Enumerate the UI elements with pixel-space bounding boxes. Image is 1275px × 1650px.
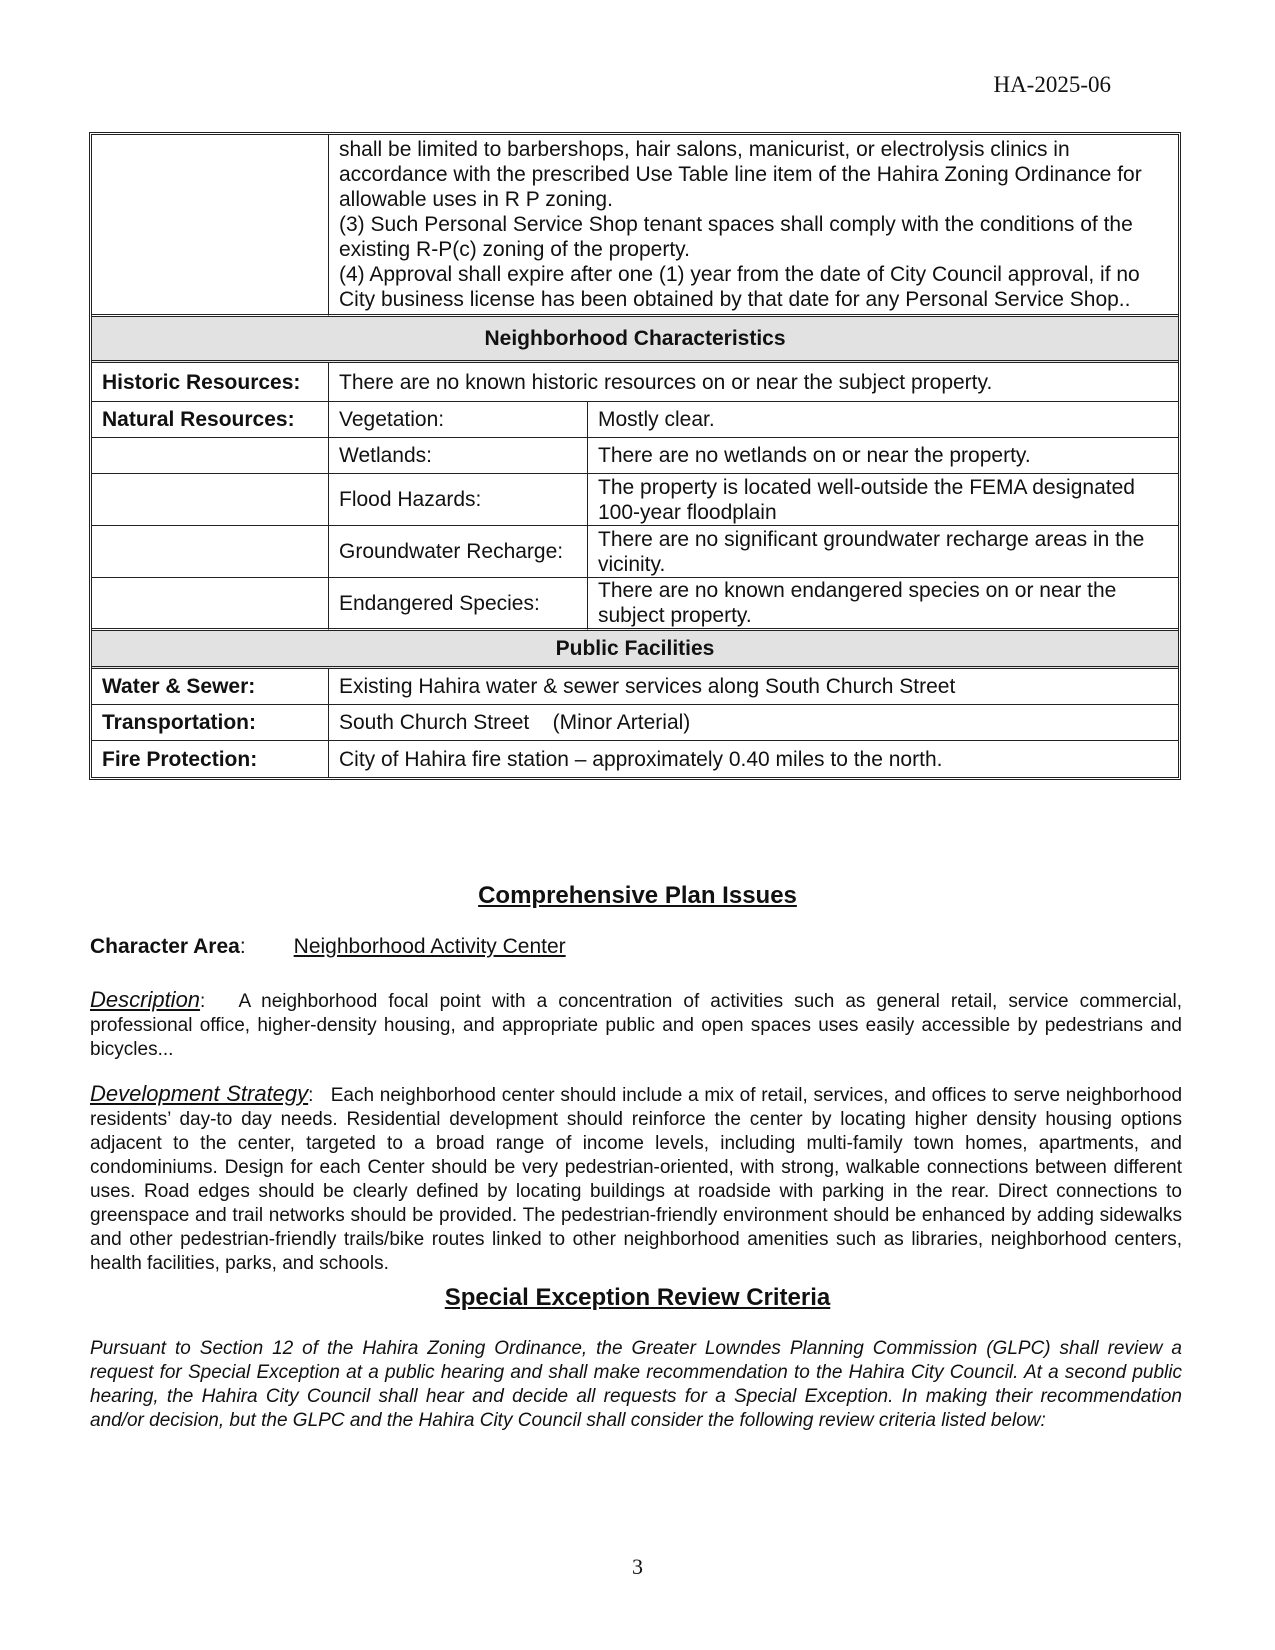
row-value: There are no known endangered species on or near the subject property. [588, 578, 1178, 631]
description-label: Description [90, 987, 201, 1012]
row-value-text: South Church Street (Minor Arterial) [339, 711, 691, 734]
row-label: Fire Protection: [92, 741, 329, 777]
description-text: A neighborhood focal point with a concentration of activities such as general retail, service commercial, professional office, higher-density housing, and appropriate public and open spaces uses easily accessible by pedestrians and bicycles... [90, 991, 1183, 1060]
row-item: Groundwater Recharge: [329, 526, 588, 578]
document-id: HA-2025-06 [993, 72, 1111, 97]
row-item: Flood Hazards: [329, 474, 588, 526]
description-paragraph: Description: A neighborhood focal point with a concentration of activities such as general retail, service commercial, professional office, higher-density housing, and appropriate public and open spaces uses easily accessible by pedestrians and bicycles... [90, 987, 1183, 1060]
section-heading: Public Facilities [92, 631, 1178, 669]
table-row [92, 741, 1178, 777]
table-row [92, 363, 1178, 402]
neighborhood-heading-row [92, 317, 1178, 363]
row-value: There are no known historic resources on or near the subject property. [329, 363, 1178, 402]
table-row [92, 402, 1178, 438]
row-value: There are no wetlands on or near the property. [588, 438, 1178, 474]
table-row [92, 474, 1178, 526]
character-area-line: Character Area: Neighborhood Activity Center [90, 935, 566, 958]
row-value: There are no significant groundwater recharge areas in the vicinity. [588, 526, 1178, 578]
row-label: Historic Resources: [92, 363, 329, 402]
strategy-label: Development Strategy [90, 1081, 309, 1106]
row-label: Transportation: [92, 705, 329, 741]
condition-line: shall be limited to barbershops, hair salons, manicurist, or electrolysis clinics in accordance with the prescribed Use Table line item of the Hahira Zoning Ordinance for allowable uses in R P zoning. [339, 138, 1142, 211]
condition-line: (4) Approval shall expire after one (1) year from the date of City Council approval, if no City business license has been obtained by that date for any Personal Service Shop.. [339, 263, 1140, 311]
row-value: Mostly clear. [588, 402, 1178, 438]
page-number: 3 [632, 1554, 643, 1579]
row-value: Existing Hahira water & sewer services along South Church Street [329, 669, 1178, 705]
conditions-text [329, 135, 1178, 317]
row-label: Natural Resources: [92, 402, 329, 438]
special-exception-text: Pursuant to Section 12 of the Hahira Zoning Ordinance, the Greater Lowndes Planning Commission (GLPC) shall review a request for Special Exception at a public hearing and shall make recommendation to the Hahira City Council. At a second public hearing, the Hahira City Council shall hear and decide all requests for a Special Exception. In making their recommendation and/or decision, but the GLPC and the Hahira City Council shall consider the following review criteria listed below: [90, 1338, 1182, 1431]
section-heading: Neighborhood Characteristics [92, 317, 1178, 363]
special-exception-heading: Special Exception Review Criteria [444, 1284, 831, 1311]
character-area-label: Character Area [90, 935, 240, 958]
row-item: Endangered Species: [329, 578, 588, 631]
conditions-row [92, 135, 1178, 317]
row-value: City of Hahira fire station – approximately 0.40 miles to the north. [339, 747, 943, 771]
row-item: Wetlands: [329, 438, 588, 474]
table-row [92, 669, 1178, 705]
table-row [92, 526, 1178, 578]
condition-line: (3) Such Personal Service Shop tenant spaces shall comply with the conditions of the existing R-P(c) zoning of the property. [339, 213, 1133, 261]
strategy-paragraph: Development Strategy: Each neighborhood center should include a mix of retail, services, and offices to serve neighborhood residents’ day-to day needs. Residential development should reinforce the center by locating higher density housing options adjacent to the center, targeted to a broad range of income levels, including multi-family town homes, apartments, and condominiums. Design for each Center should be very pedestrian-oriented, with strong, walkable connections between different uses. Road edges should be clearly defined by locating buildings at roadside with parking in the rear. Direct connections to greenspace and trail networks should be provided. The pedestrian-friendly environment should be enhanced by adding sidewalks and other pedestrian-friendly trails/bike routes linked to other neighborhood amenities such as libraries, neighborhood centers, health facilities, parks, and schools. [90, 1081, 1183, 1274]
table-row [92, 578, 1178, 631]
facilities-heading-row [92, 631, 1178, 669]
table-row [92, 705, 1178, 741]
row-label: Water & Sewer: [92, 669, 329, 705]
table-row [92, 438, 1178, 474]
strategy-text: Each neighborhood center should include a mix of retail, services, and offices to serve neighborhood residents’ day-to day needs. Residential development should reinforce the center by locating higher density housing options adjacent to the center, targeted to a broad range of income levels, including multi-family town homes, apartments, and condominiums. Design for each Center should be very pedestrian-oriented, with strong, walkable connections between different uses. Road edges should be clearly defined by locating buildings at roadside with parking in the rear. Direct connections to greenspace and trail networks should be provided. The pedestrian-friendly environment should be enhanced by adding sidewalks and other pedestrian-friendly trails/bike routes linked to other neighborhood amenities such as libraries, neighborhood centers, health facilities, parks, and schools. [90, 1085, 1183, 1274]
row-value: The property is located well-outside the FEMA designated 100-year floodplain [588, 474, 1178, 526]
character-area-value: Neighborhood Activity Center [293, 935, 566, 958]
row-value [329, 705, 1178, 741]
characteristics-table [89, 132, 1181, 780]
row-item: Vegetation: [329, 402, 588, 438]
comprehensive-plan-heading: Comprehensive Plan Issues [478, 882, 797, 909]
